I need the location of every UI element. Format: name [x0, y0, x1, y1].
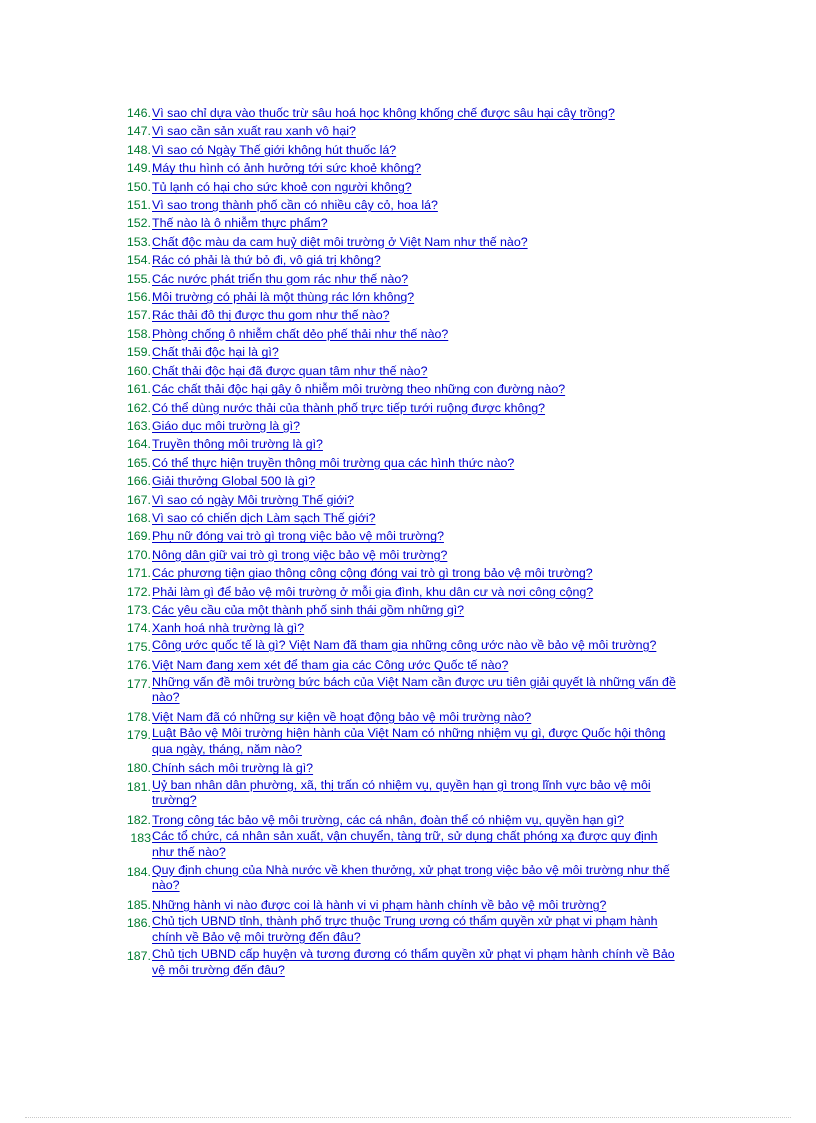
question-item — [118, 288, 688, 306]
question-link[interactable]: Vì sao có ngày Môi trường Thế giới? — [152, 492, 355, 507]
question-link[interactable]: Giáo dục môi trường là gì? — [152, 418, 300, 433]
question-number: 177. — [126, 676, 151, 691]
question-link[interactable]: Quy định chung của Nhà nước về khen thưởng, xử phạt trong việc bảo vệ môi trường như thế nào? — [152, 862, 670, 893]
question-number: 149. — [126, 161, 151, 176]
question-link[interactable]: Giải thưởng Global 500 là gì? — [152, 474, 316, 489]
question-number: 152. — [126, 216, 151, 231]
question-number: 181. — [126, 779, 151, 794]
question-link[interactable]: Phải làm gì để bảo vệ môi trường ở mỗi gia đình, khu dân cư và nơi công cộng? — [152, 584, 594, 599]
question-number: 148. — [126, 142, 151, 157]
question-link[interactable]: Những hành vi nào được coi là hành vi vi phạm hành chính về bảo vệ môi trường? — [152, 897, 607, 912]
question-number: 161. — [126, 382, 151, 397]
question-item — [118, 196, 688, 214]
question-number: 180. — [126, 761, 151, 776]
question-link[interactable]: Chính sách môi trường là gì? — [152, 761, 314, 776]
question-number: 147. — [126, 124, 151, 139]
question-number: 185. — [126, 897, 151, 912]
question-item — [118, 527, 688, 545]
question-link[interactable]: Vì sao chỉ dựa vào thuốc trừ sâu hoá học không khống chế được sâu hại cây trồng? — [152, 106, 615, 120]
question-item — [118, 435, 688, 453]
question-link[interactable]: Các yêu cầu của một thành phố sinh thái gồm những gì? — [152, 602, 465, 617]
question-item — [118, 509, 688, 527]
question-number: 159. — [126, 345, 151, 360]
question-number: 169. — [126, 529, 151, 544]
question-item — [118, 546, 688, 564]
question-number: 187. — [126, 949, 151, 964]
question-item — [118, 178, 688, 196]
question-number: 183 — [130, 831, 151, 846]
question-number: 164. — [126, 437, 151, 452]
question-item — [118, 675, 688, 708]
question-number: 173. — [126, 602, 151, 617]
question-item — [118, 233, 688, 251]
question-number: 168. — [126, 510, 151, 525]
question-link[interactable]: Tủ lạnh có hại cho sức khoẻ con người không? — [152, 179, 412, 194]
question-link[interactable]: Máy thu hình có ảnh hưởng tới sức khoẻ không? — [152, 161, 422, 176]
question-item — [118, 708, 688, 726]
question-link[interactable]: Truyền thông môi trường là gì? — [152, 437, 323, 452]
question-link[interactable]: Môi trường có phải là một thùng rác lớn không? — [152, 290, 415, 305]
question-item — [118, 104, 688, 122]
question-number: 182. — [126, 812, 151, 827]
question-number: 178. — [126, 709, 151, 724]
question-link[interactable]: Có thể thực hiện truyền thông môi trường qua các hình thức nào? — [152, 455, 515, 470]
page-bottom-divider — [25, 1117, 791, 1118]
question-item — [118, 656, 688, 674]
question-item — [118, 306, 688, 324]
question-number: 154. — [126, 253, 151, 268]
question-item — [118, 454, 688, 472]
question-link[interactable]: Việt Nam đã có những sự kiện về hoạt động bảo vệ môi trường nào? — [152, 709, 532, 724]
question-item — [118, 947, 688, 980]
question-number: 179. — [126, 728, 151, 743]
question-link[interactable]: Vì sao có chiến dịch Làm sạch Thế giới? — [152, 510, 376, 525]
question-number: 151. — [126, 198, 151, 213]
question-number: 155. — [126, 271, 151, 286]
question-number: 160. — [126, 363, 151, 378]
question-link[interactable]: Xanh hoá nhà trường là gì? — [152, 621, 305, 636]
question-link[interactable]: Công ước quốc tế là gì? Việt Nam đã tham gia những công ước nào về bảo vệ môi trường? — [152, 637, 657, 652]
question-link[interactable]: Phụ nữ đóng vai trò gì trong việc bảo vệ môi trường? — [152, 529, 444, 544]
question-link[interactable]: Trong công tác bảo vệ môi trường, các cá nhân, đoàn thể có nhiệm vụ, quyền hạn gì? — [152, 812, 624, 827]
question-link[interactable]: Nông dân giữ vai trò gì trong việc bảo vệ môi trường? — [152, 547, 448, 562]
question-link[interactable]: Các phương tiện giao thông công cộng đóng vai trò gì trong bảo vệ môi trường? — [152, 566, 593, 581]
question-item — [118, 270, 688, 288]
question-number: 153. — [126, 234, 151, 249]
question-list — [118, 104, 688, 981]
question-number: 157. — [126, 308, 151, 323]
question-item — [118, 778, 688, 811]
question-link[interactable]: Luật Bảo vệ Môi trường hiện hành của Việt Nam có những nhiệm vụ gì, được Quốc hội thông qua ngày, tháng, năm nào? — [152, 726, 666, 756]
question-link[interactable]: Các tổ chức, cá nhân sản xuất, vận chuyển, tàng trữ, sử dụng chất phóng xạ được quy định như thế nào? — [152, 829, 658, 859]
question-number: 186. — [126, 916, 151, 931]
question-number: 184. — [126, 864, 151, 879]
question-number: 167. — [126, 492, 151, 507]
question-item — [118, 325, 688, 343]
question-item — [118, 619, 688, 637]
question-link[interactable]: Rác thải đô thị được thu gom như thế nào? — [152, 308, 390, 323]
question-item — [118, 726, 688, 759]
question-item — [118, 896, 688, 914]
question-number: 172. — [126, 584, 151, 599]
question-link[interactable]: Rác có phải là thứ bỏ đi, vô giá trị không? — [152, 253, 381, 268]
question-item — [118, 343, 688, 361]
question-item — [118, 122, 688, 140]
question-link[interactable]: Chất thải độc hại đã được quan tâm như thế nào? — [152, 363, 428, 378]
question-link[interactable]: Uỷ ban nhân dân phường, xã, thị trấn có nhiệm vụ, quyền hạn gì trong lĩnh vực bảo vệ môi trường? — [152, 777, 651, 808]
question-link[interactable]: Phòng chống ô nhiễm chất dẻo phế thải như thế nào? — [152, 326, 449, 341]
question-item — [118, 491, 688, 509]
question-item — [118, 251, 688, 269]
question-item — [118, 380, 688, 398]
question-number: 171. — [126, 566, 151, 581]
question-item — [118, 759, 688, 777]
question-link[interactable]: Vì sao trong thành phố cần có nhiều cây cỏ, hoa lá? — [152, 198, 438, 213]
question-link[interactable]: Có thể dùng nước thải của thành phố trực tiếp tưới ruộng được không? — [152, 400, 546, 415]
question-item — [118, 472, 688, 490]
question-item — [118, 914, 688, 947]
question-number: 146. — [126, 106, 151, 120]
question-number: 162. — [126, 400, 151, 415]
question-item — [118, 417, 688, 435]
question-link[interactable]: Các nước phát triển thu gom rác như thế nào? — [152, 271, 409, 286]
question-link[interactable]: Những vấn đề môi trường bức bách của Việt Nam cần được ưu tiên giải quyết là những vấn đề nào? — [152, 674, 676, 705]
question-item — [118, 141, 688, 159]
question-link[interactable]: Vì sao cần sản xuất rau xanh vô hại? — [152, 124, 356, 139]
question-number: 165. — [126, 455, 151, 470]
question-number: 166. — [126, 474, 151, 489]
question-item — [118, 811, 688, 829]
question-item — [118, 863, 688, 896]
question-number: 150. — [126, 179, 151, 194]
question-link[interactable]: Các chất thải độc hại gây ô nhiễm môi trường theo những con đường nào? — [152, 382, 566, 397]
question-item — [118, 638, 688, 656]
question-link[interactable]: Việt Nam đang xem xét để tham gia các Công ước Quốc tế nào? — [152, 658, 509, 673]
question-link[interactable]: Chất độc màu da cam huỷ diệt môi trường ở Việt Nam như thế nào? — [152, 234, 528, 249]
question-number: 170. — [126, 547, 151, 562]
question-item — [118, 601, 688, 619]
question-item — [118, 159, 688, 177]
question-link[interactable]: Thế nào là ô nhiễm thực phẩm? — [152, 216, 328, 231]
question-number: 174. — [126, 621, 151, 636]
question-number: 163. — [126, 418, 151, 433]
question-link[interactable]: Chủ tịch UBND cấp huyện và tương đương có thẩm quyền xử phạt vi phạm hành chính về Bảo vệ môi trường đến đâu? — [152, 947, 675, 977]
question-link[interactable]: Chất thải độc hại là gì? — [152, 345, 279, 360]
question-item — [118, 564, 688, 582]
question-number: 156. — [126, 290, 151, 305]
question-item — [118, 829, 688, 862]
question-item — [118, 214, 688, 232]
question-item — [118, 583, 688, 601]
question-link[interactable]: Vì sao có Ngày Thế giới không hút thuốc lá? — [152, 142, 397, 157]
question-item — [118, 399, 688, 417]
question-link[interactable]: Chủ tịch UBND tỉnh, thành phố trực thuộc Trung ương có thẩm quyền xử phạt vi phạm hành chính về Bảo vệ môi trường đến đâu? — [152, 914, 658, 944]
question-number: 176. — [126, 658, 151, 673]
question-number: 175. — [126, 639, 151, 654]
question-number: 158. — [126, 326, 151, 341]
question-item — [118, 362, 688, 380]
